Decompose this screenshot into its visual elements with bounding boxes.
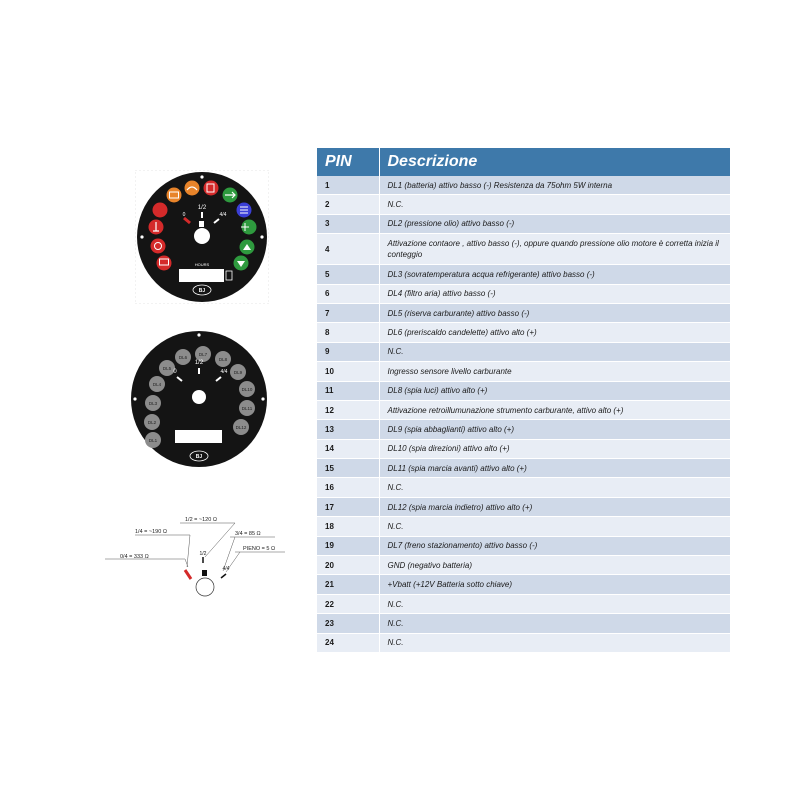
- scale-zero-label: 0: [182, 212, 186, 218]
- pin-number: 10: [317, 362, 379, 381]
- lamp-label: DL10: [241, 386, 253, 392]
- pin-number: 7: [317, 303, 379, 322]
- pin-number: 1: [317, 176, 379, 195]
- pin-number: 19: [317, 536, 379, 555]
- pin-number: 16: [317, 478, 379, 497]
- lamp-glow-plug-icon: [185, 181, 200, 196]
- leader-zero: [105, 559, 188, 567]
- table-row: [317, 633, 730, 652]
- label-quarter-resistance: 1/4 = ~190 Ω: [135, 529, 167, 535]
- tick-full: [221, 574, 226, 578]
- table-row: [317, 575, 730, 594]
- table-row: [317, 517, 730, 536]
- pin-number: 5: [317, 265, 379, 284]
- hour-counter-window: [179, 269, 224, 282]
- scale-full-label: 4/4: [220, 369, 228, 375]
- gauge-lamp-positions: [130, 330, 268, 468]
- pin-description: N.C.: [379, 342, 730, 361]
- pin-description: DL4 (filtro aria) attivo basso (-): [379, 284, 730, 303]
- mount-hole-right: [261, 397, 264, 400]
- table-row: [317, 303, 730, 322]
- mount-hole-left: [140, 235, 143, 238]
- pin-description: DL2 (pressione olio) attivo basso (-): [379, 214, 730, 233]
- pin-description: Attivazione retroillumunazione strumento carburante, attivo alto (+): [379, 400, 730, 419]
- pin-number: 2: [317, 195, 379, 214]
- pin-description: N.C.: [379, 195, 730, 214]
- table-row: [317, 265, 730, 284]
- leader-three-quarter: [223, 537, 275, 571]
- hours-label: HOURS: [194, 262, 210, 267]
- pin-description: DL7 (freno stazionamento) attivo basso (-): [379, 536, 730, 555]
- table-row: [317, 400, 730, 419]
- label-half-resistance: 1/2 = ~120 Ω: [185, 517, 217, 523]
- table-row: [317, 478, 730, 497]
- label-zero-resistance: 0/4 = 333 Ω: [120, 554, 149, 560]
- scale-half-label: 1/2: [199, 551, 207, 557]
- leader-full: [226, 552, 285, 572]
- pin-number: 13: [317, 420, 379, 439]
- lamp-label: DL8: [218, 356, 228, 362]
- table-row: [317, 195, 730, 214]
- pin-number: 4: [317, 234, 379, 265]
- pin-description: +Vbatt (+12V Batteria sotto chiave): [379, 575, 730, 594]
- pin-number: 8: [317, 323, 379, 342]
- pin-number: 6: [317, 284, 379, 303]
- pin-number: 18: [317, 517, 379, 536]
- table-row: [317, 439, 730, 458]
- table-row: [317, 594, 730, 613]
- scale-full-label: 4/4: [219, 212, 227, 218]
- table-row: [317, 420, 730, 439]
- table-row: [317, 234, 730, 265]
- pin-number: 3: [317, 214, 379, 233]
- pin-description: N.C.: [379, 478, 730, 497]
- table-row: [317, 381, 730, 400]
- pin-description: DL5 (riserva carburante) attivo basso (-): [379, 303, 730, 322]
- lamp-brake-icon: [151, 239, 166, 254]
- mount-hole-left: [133, 397, 136, 400]
- pin-description: N.C.: [379, 517, 730, 536]
- pin-description: DL9 (spia abbaglianti) attivo alto (+): [379, 420, 730, 439]
- pin-number: 14: [317, 439, 379, 458]
- pin-number: 17: [317, 497, 379, 516]
- lamp-fuel-reserve-icon: [204, 181, 219, 196]
- table-row: [317, 362, 730, 381]
- fuel-icon: [199, 221, 204, 227]
- table-header-row: [317, 148, 730, 176]
- pin-number: 22: [317, 594, 379, 613]
- pin-number: 21: [317, 575, 379, 594]
- pin-description: GND (negativo batteria): [379, 556, 730, 575]
- center-hole: [192, 390, 206, 404]
- figures-column: [95, 160, 295, 620]
- table-row: [317, 459, 730, 478]
- label-three-quarter-resistance: 3/4 = 85 Ω: [235, 531, 261, 537]
- pin-description: DL3 (sovratemperatura acqua refrigerante) attivo basso (-): [379, 265, 730, 284]
- pin-description: DL8 (spia luci) attivo alto (+): [379, 381, 730, 400]
- pin-description: Ingresso sensore livello carburante: [379, 362, 730, 381]
- table-row: [317, 214, 730, 233]
- lamp-air-filter-icon: [153, 203, 168, 218]
- pin-number: 11: [317, 381, 379, 400]
- lamp-label: DL5: [162, 365, 172, 371]
- logo-text: BJ: [195, 454, 203, 460]
- pin-description: N.C.: [379, 633, 730, 652]
- scale-zero-label: 0: [173, 369, 177, 375]
- table-row: [317, 556, 730, 575]
- pin-number: 12: [317, 400, 379, 419]
- lamp-label: DL2: [147, 419, 157, 425]
- hour-counter-window: [175, 430, 222, 443]
- pin-description: DL12 (spia marcia indietro) attivo alto (+): [379, 497, 730, 516]
- mount-hole-top: [200, 175, 203, 178]
- pin-description: DL1 (batteria) attivo basso (-) Resistenza da 75ohm 5W interna: [379, 176, 730, 195]
- table-row: [317, 536, 730, 555]
- pin-description: Attivazione contaore , attivo basso (-), oppure quando pressione olio motore è corretta inizia il conteggio: [379, 234, 730, 265]
- lamp-label: DL3: [148, 400, 158, 406]
- gauge-with-warning-lamps: [135, 170, 269, 304]
- pin-description: DL10 (spia direzioni) attivo alto (+): [379, 439, 730, 458]
- pin-description-table: [317, 148, 731, 653]
- lamp-label: DL11: [241, 405, 253, 411]
- header-pin: PIN: [317, 148, 379, 176]
- table-row: [317, 323, 730, 342]
- pin-description: DL6 (preriscaldo candelette) attivo alto (+): [379, 323, 730, 342]
- pin-number: 20: [317, 556, 379, 575]
- pin-description: DL11 (spia marcia avanti) attivo alto (+): [379, 459, 730, 478]
- center-hole: [194, 228, 210, 244]
- header-description: Descrizione: [379, 148, 730, 176]
- scale-half-label: 1/2: [194, 360, 204, 366]
- mount-hole-right: [260, 235, 263, 238]
- pin-number: 9: [317, 342, 379, 361]
- pin-number: 24: [317, 633, 379, 652]
- scale-full-label: 4/4: [222, 566, 230, 572]
- table-body: [317, 176, 730, 652]
- pin-number: 15: [317, 459, 379, 478]
- pin-description: N.C.: [379, 594, 730, 613]
- lamp-label: DL6: [178, 354, 188, 360]
- lamp-label: DL9: [233, 369, 243, 375]
- label-full-resistance: PIENO = 5 Ω: [243, 546, 276, 552]
- table-row: [317, 497, 730, 516]
- leader-quarter: [135, 535, 190, 567]
- lamp-label: DL12: [235, 424, 247, 430]
- table-row: [317, 614, 730, 633]
- pin-description: N.C.: [379, 614, 730, 633]
- pin-number: 23: [317, 614, 379, 633]
- lamp-label: DL4: [152, 381, 162, 387]
- lamp-label: DL7: [198, 351, 208, 357]
- fuel-icon: [202, 570, 207, 576]
- gauge-hub: [196, 578, 214, 596]
- red-zone-mark: [185, 570, 191, 579]
- scale-half-label: 1/2: [197, 205, 207, 211]
- logo-text: BJ: [198, 288, 206, 294]
- table-row: [317, 176, 730, 195]
- table-row: [317, 342, 730, 361]
- fuel-resistance-diagram: [95, 515, 295, 600]
- lamp-label: DL1: [148, 437, 158, 443]
- lamp-oil-pressure-icon: [167, 188, 182, 203]
- table-row: [317, 284, 730, 303]
- lamp-battery-icon: [157, 256, 172, 271]
- mount-hole-top: [197, 333, 200, 336]
